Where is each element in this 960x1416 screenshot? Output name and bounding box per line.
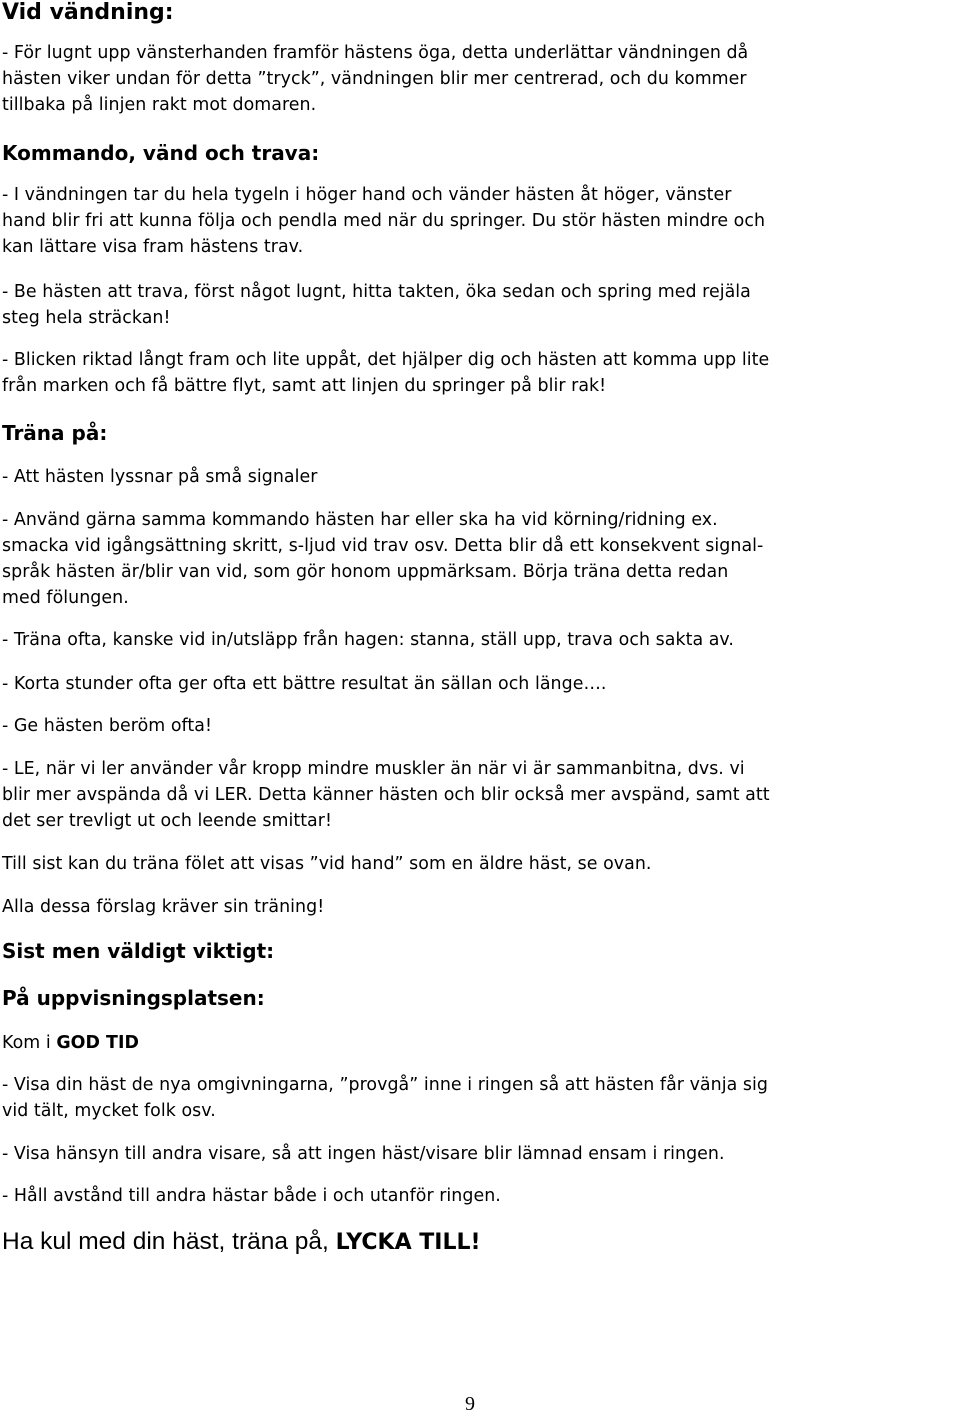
paragraph-uppvisning-3 bbox=[2, 1183, 960, 1209]
text-line: - Ge hästen beröm ofta! bbox=[2, 716, 212, 736]
heading-sist: Sist men väldigt viktigt: bbox=[2, 939, 275, 963]
heading-vid-vandning: Vid vändning: bbox=[2, 0, 174, 25]
text-line: - Använd gärna samma kommando hästen har eller ska ha vid körning/ridning ex. bbox=[2, 510, 718, 530]
paragraph-trana-2 bbox=[2, 507, 960, 611]
text-line: blir mer avspända då vi LER. Detta känner hästen och blir också mer avspänd, samt att bbox=[2, 785, 770, 805]
paragraph-trana-5 bbox=[2, 713, 960, 739]
text-line: - Träna ofta, kanske vid in/utsläpp från hagen: stanna, ställ upp, trava och sakta av. bbox=[2, 630, 735, 650]
text-line bbox=[2, 1030, 960, 1056]
paragraph-trana-8 bbox=[2, 894, 960, 920]
text-line: det ser trevligt ut och leende smittar! bbox=[2, 811, 332, 831]
paragraph-trana-3 bbox=[2, 627, 960, 653]
text-line: med fölungen. bbox=[2, 588, 129, 608]
text-line: - LE, när vi ler använder vår kropp mindre muskler än när vi är sammanbitna, dvs. vi bbox=[2, 759, 745, 779]
text-line: - För lugnt upp vänsterhanden framför hästens öga, detta underlättar vändningen då bbox=[2, 43, 749, 63]
closing-line bbox=[2, 1227, 481, 1258]
text-line: - Be hästen att trava, först något lugnt, hitta takten, öka sedan och spring med rejäla bbox=[2, 282, 751, 302]
text-line: - I vändningen tar du hela tygeln i höger hand och vänder hästen åt höger, vänster bbox=[2, 185, 732, 205]
paragraph-kommando-3 bbox=[2, 347, 960, 399]
heading-trana-pa: Träna på: bbox=[2, 421, 108, 445]
text-line: - Visa hänsyn till andra visare, så att ingen häst/visare blir lämnad ensam i ringen. bbox=[2, 1144, 725, 1164]
text-line: - Håll avstånd till andra hästar både i och utanför ringen. bbox=[2, 1186, 501, 1206]
paragraph-trana-1 bbox=[2, 464, 960, 490]
intro-prefix: Kom i bbox=[2, 1033, 57, 1053]
text-line: Alla dessa förslag kräver sin träning! bbox=[2, 897, 325, 917]
heading-kommando: Kommando, vänd och trava: bbox=[2, 141, 320, 165]
closing-prefix: Ha kul med din häst, träna på, bbox=[2, 1228, 336, 1255]
text-line: från marken och få bättre flyt, samt att linjen du springer på blir rak! bbox=[2, 376, 607, 396]
paragraph-vid-vandning bbox=[2, 40, 960, 118]
paragraph-trana-6 bbox=[2, 756, 960, 834]
paragraph-uppvisning-1 bbox=[2, 1072, 960, 1124]
text-line: smacka vid igångsättning skritt, s-ljud vid trav osv. Detta blir då ett konsekvent signal- bbox=[2, 536, 764, 556]
heading-uppvisningsplatsen: På uppvisningsplatsen: bbox=[2, 986, 265, 1010]
text-line: tillbaka på linjen rakt mot domaren. bbox=[2, 95, 317, 115]
intro-emphasis: GOD TID bbox=[56, 1033, 139, 1053]
paragraph-uppvisning-2 bbox=[2, 1141, 960, 1167]
closing-emphasis: LYCKA TILL! bbox=[335, 1230, 481, 1255]
paragraph-trana-7 bbox=[2, 851, 960, 877]
text-line: hästen viker undan för detta ”tryck”, vändningen blir mer centrerad, och du kommer bbox=[2, 69, 747, 89]
text-line: steg hela sträckan! bbox=[2, 308, 171, 328]
paragraph-kommando-1 bbox=[2, 182, 960, 260]
text-line: hand blir fri att kunna följa och pendla med när du springer. Du stör hästen mindre och bbox=[2, 211, 766, 231]
text-line: - Att hästen lyssnar på små signaler bbox=[2, 467, 318, 487]
paragraph-kommando-2 bbox=[2, 279, 960, 331]
text-line: vid tält, mycket folk osv. bbox=[2, 1101, 216, 1121]
paragraph-uppvisning-intro bbox=[2, 1030, 960, 1056]
paragraph-trana-4 bbox=[2, 671, 960, 697]
text-line: kan lättare visa fram hästens trav. bbox=[2, 237, 304, 257]
text-line: språk hästen är/blir van vid, som gör honom uppmärksam. Börja träna detta redan bbox=[2, 562, 729, 582]
text-line: - Korta stunder ofta ger ofta ett bättre resultat än sällan och länge…. bbox=[2, 674, 607, 694]
text-line: - Blicken riktad långt fram och lite uppåt, det hjälper dig och hästen att komma upp lite bbox=[2, 350, 770, 370]
text-line: Till sist kan du träna fölet att visas ”vid hand” som en äldre häst, se ovan. bbox=[2, 854, 652, 874]
text-line: - Visa din häst de nya omgivningarna, ”provgå” inne i ringen så att hästen får vänja sig bbox=[2, 1075, 768, 1095]
page-number: 9 bbox=[465, 1393, 475, 1415]
